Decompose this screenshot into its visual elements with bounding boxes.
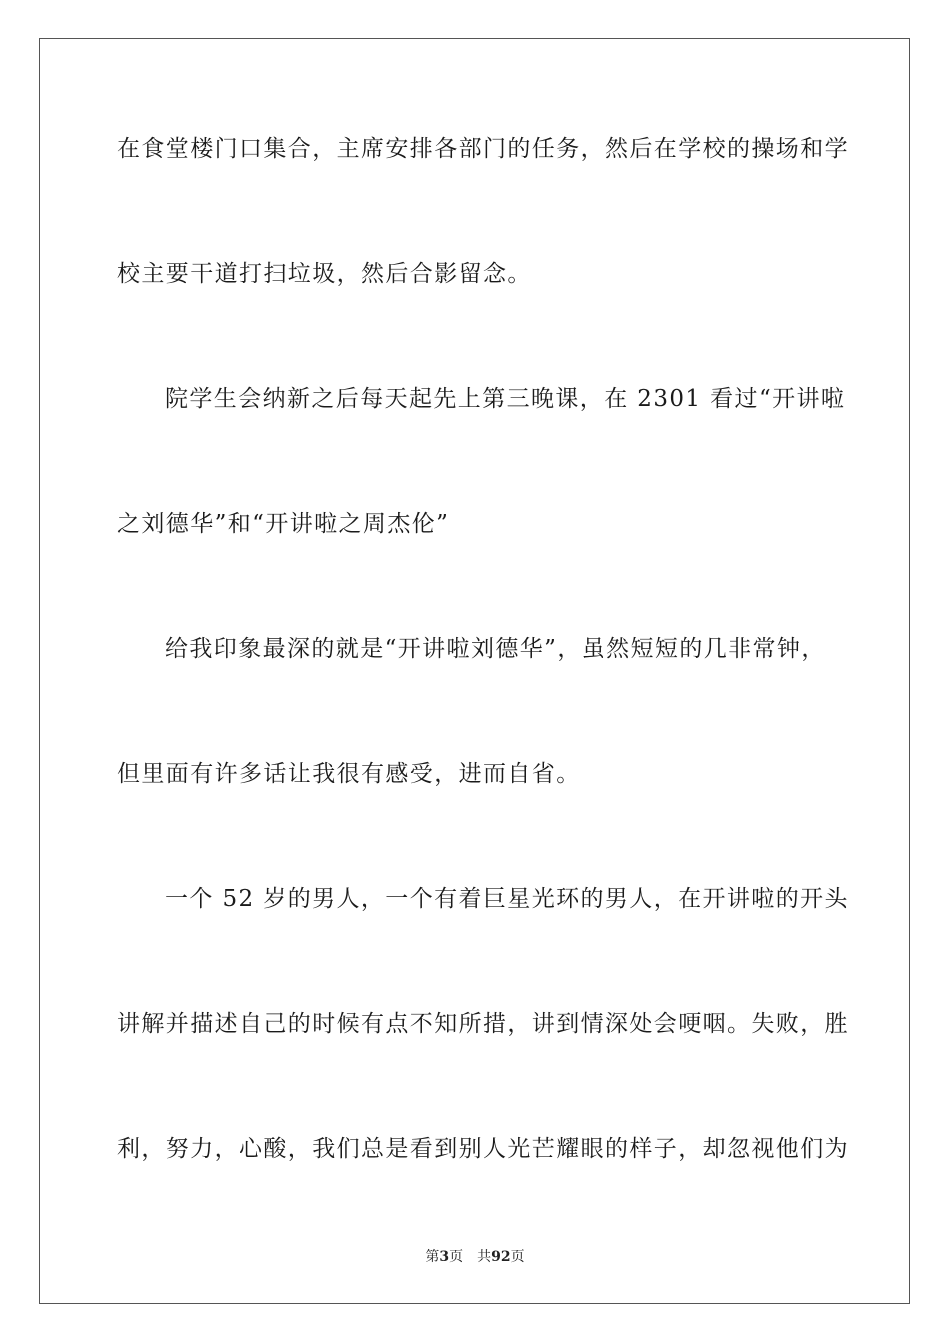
page-number: 3 — [439, 1249, 450, 1265]
text-line: 利，努力，心酸，我们总是看到别人光芒耀眼的样子，却忽视他们为 — [117, 1136, 849, 1162]
text-line: 讲解并描述自己的时候有点不知所措，讲到情深处会哽咽。失败，胜 — [117, 1011, 849, 1037]
total-suffix: 页 — [510, 1249, 525, 1265]
text-line: 但里面有许多话让我很有感受，进而自省。 — [117, 761, 581, 787]
text-line: 校主要干道打扫垃圾，然后合影留念。 — [117, 261, 532, 287]
page-footer — [0, 1247, 950, 1267]
text-line: 在食堂楼门口集合，主席安排各部门的任务，然后在学校的操场和学 — [117, 136, 849, 162]
page-prefix: 第 — [425, 1249, 440, 1265]
paragraph-start-line: 一个 52 岁的男人，一个有着巨星光环的男人，在开讲啦的开头 — [165, 886, 849, 912]
total-pages: 92 — [491, 1249, 511, 1265]
page-suffix: 页 — [449, 1249, 464, 1265]
page-border — [39, 38, 910, 1304]
text-line: 之刘德华”和“开讲啦之周杰伦” — [117, 511, 450, 537]
paragraph-start-line: 院学生会纳新之后每天起先上第三晚课，在 2301 看过“开讲啦 — [165, 386, 846, 412]
total-prefix: 共 — [477, 1249, 492, 1265]
paragraph-start-line: 给我印象最深的就是“开讲啦刘德华”，虽然短短的几非常钟， — [165, 636, 826, 662]
